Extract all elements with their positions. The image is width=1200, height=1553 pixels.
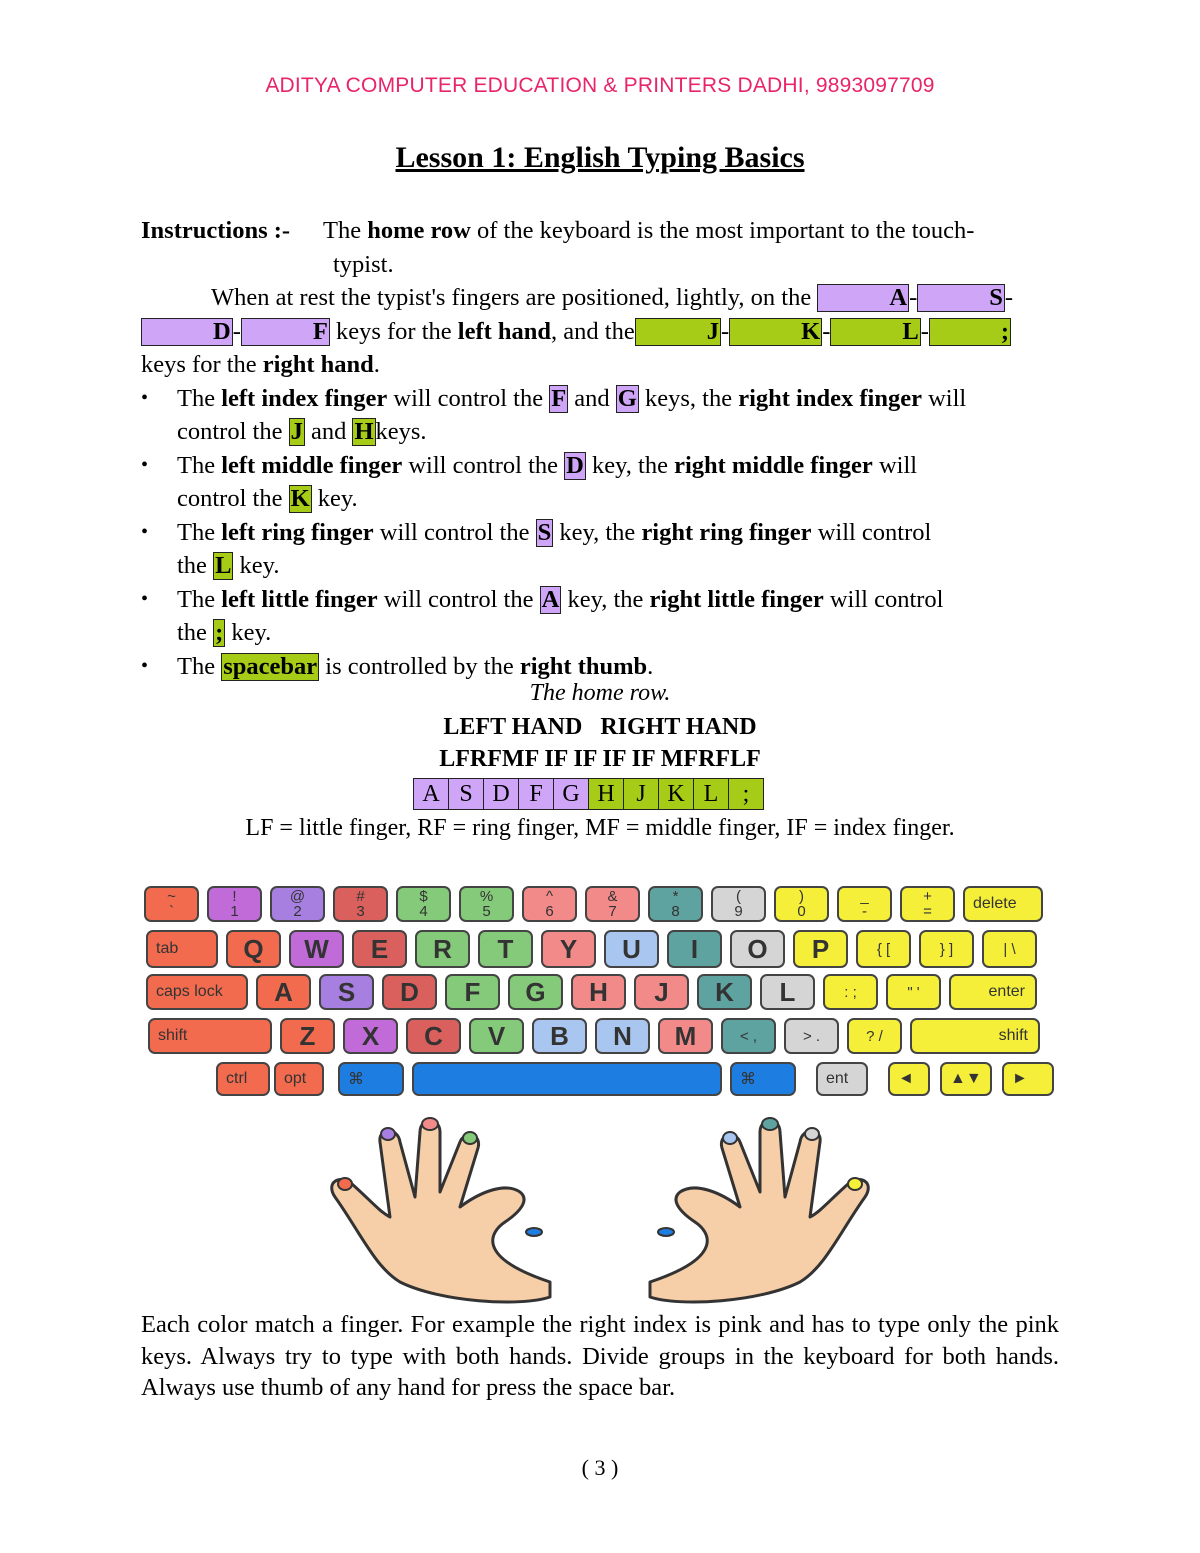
keyboard-key: V: [469, 1018, 524, 1054]
keyboard-key: % 5: [459, 886, 514, 922]
home-row-key: G: [554, 779, 589, 810]
keyboard-key: opt: [274, 1062, 324, 1096]
dash: -: [920, 317, 929, 345]
key-l: L: [830, 318, 920, 346]
keyboard-key: | \: [982, 930, 1037, 968]
keyboard-key: Z: [280, 1018, 335, 1054]
keyboard-key: K: [697, 974, 752, 1010]
keyboard-key: ent: [816, 1062, 868, 1096]
home-row-key: A: [414, 779, 449, 810]
keyboard-key: _ -: [837, 886, 892, 922]
keyboard-key: M: [658, 1018, 713, 1054]
t: is controlled by the: [325, 652, 514, 680]
t: key.: [239, 552, 280, 579]
home-row-table: [413, 778, 764, 810]
instructions-block: [141, 214, 1061, 683]
bullet-middle: [141, 449, 1061, 516]
keyboard-key: > .: [784, 1018, 839, 1054]
key-s: S: [537, 518, 552, 546]
home-row-key: J: [624, 779, 659, 810]
key-j: J: [635, 318, 721, 346]
instr-rest: of the keyboard is the most important to the touch-: [477, 217, 975, 244]
keyboard-key: I: [667, 930, 722, 968]
keyboard-key: L: [760, 974, 815, 1010]
keyboard-key: C: [406, 1018, 461, 1054]
key-a: A: [817, 284, 909, 312]
t: will control the: [383, 585, 534, 613]
home-row-key: S: [449, 779, 484, 810]
t: key.: [317, 485, 358, 512]
dash: -: [822, 317, 831, 345]
keyboard-key: ◄: [888, 1062, 930, 1096]
key-h: H: [354, 418, 374, 445]
keyboard-key: ⌘: [338, 1062, 404, 1096]
keyboard-key: $ 4: [396, 886, 451, 922]
t: and: [310, 418, 347, 445]
keyboard-key: J: [634, 974, 689, 1010]
keyboard-key: Q: [226, 930, 281, 968]
keyboard-key: shift: [148, 1018, 272, 1054]
right-little-nail: [848, 1178, 862, 1190]
t: The: [177, 652, 216, 680]
right-hand: [650, 1121, 868, 1302]
keyboard-key: F: [445, 974, 500, 1010]
keyboard-key: ) 0: [774, 886, 829, 922]
keyboard-key: D: [382, 974, 437, 1010]
s: left middle finger: [221, 451, 403, 479]
s: left ring finger: [221, 518, 374, 546]
keyboard-key: W: [289, 930, 344, 968]
t: key, the: [592, 451, 668, 479]
rest-text-e: .: [373, 351, 380, 378]
keyboard-key: P: [793, 930, 848, 968]
right-middle-nail: [762, 1118, 778, 1130]
hands-illustration: [320, 1112, 880, 1307]
home-row-key: H: [589, 779, 624, 810]
key-s: S: [917, 284, 1005, 312]
rest-text-c: , and the: [551, 317, 635, 345]
s: left index finger: [221, 384, 388, 412]
key-semicolon: ;: [929, 318, 1011, 346]
keyboard-key: Y: [541, 930, 596, 968]
s: left little finger: [221, 585, 378, 613]
instructions-label: Instructions :-: [141, 217, 291, 244]
keyboard-key: U: [604, 930, 659, 968]
instr-the: The: [323, 217, 362, 244]
keyboard-key: shift: [910, 1018, 1040, 1054]
keyboard-key: ( 9: [711, 886, 766, 922]
key-d: D: [566, 451, 584, 479]
keyboard-key: + =: [900, 886, 955, 922]
key-f: F: [241, 318, 330, 346]
dash: -: [909, 284, 918, 311]
t: The: [177, 518, 216, 546]
rest-text-keys: keys: [335, 317, 381, 345]
t: keys.: [375, 418, 427, 445]
t: and: [574, 384, 610, 412]
key-f: F: [551, 384, 567, 412]
keyboard-key: N: [595, 1018, 650, 1054]
home-row-key: K: [659, 779, 694, 810]
bullet-index: [141, 382, 1061, 449]
t: the: [177, 552, 207, 579]
home-row-key: L: [694, 779, 729, 810]
left-index-nail: [463, 1132, 477, 1144]
t: key, the: [567, 585, 644, 613]
key-a: A: [541, 585, 560, 613]
keyboard-key: H: [571, 974, 626, 1010]
left-ring-nail: [381, 1128, 395, 1140]
s: right index finger: [738, 384, 922, 412]
keyboard-key: { [: [856, 930, 911, 968]
t: key, the: [559, 518, 636, 546]
t: The: [177, 585, 216, 613]
s: right middle finger: [674, 451, 873, 479]
keyboard-key: ! 1: [207, 886, 262, 922]
s: right ring finger: [641, 518, 812, 546]
keyboard-key: ^ 6: [522, 886, 577, 922]
finger-labels: LFRFMF IF IF IF IF MFRFLF: [439, 746, 761, 772]
keyboard-key: G: [508, 974, 563, 1010]
keyboard-key: ►: [1002, 1062, 1054, 1096]
keyboard-key: tab: [146, 930, 218, 968]
t: control the: [177, 485, 283, 512]
spacebar-key: [412, 1062, 722, 1096]
keyboard-key: delete: [963, 886, 1043, 922]
keyboard-key: < ,: [721, 1018, 776, 1054]
home-row-caption: The home row.: [529, 680, 671, 706]
t: will control the: [408, 451, 559, 479]
keyboard-key: enter: [949, 974, 1037, 1010]
t: will control: [817, 518, 932, 546]
home-row-key: F: [519, 779, 554, 810]
bullet-little: [141, 583, 1061, 650]
keyboard-key: & 7: [585, 886, 640, 922]
home-row-key: D: [484, 779, 519, 810]
keyboard-key: : ;: [823, 974, 878, 1010]
t: will: [878, 451, 918, 479]
right-hand-term: right hand: [262, 351, 374, 378]
t: will control the: [379, 518, 530, 546]
page-title: Lesson 1: English Typing Basics: [395, 141, 805, 174]
key-spacebar: spacebar: [223, 652, 318, 680]
keyboard-key: caps lock: [146, 974, 248, 1010]
t: .: [647, 652, 654, 680]
t: keys, the: [644, 384, 733, 412]
page-header: ADITYA COMPUTER EDUCATION & PRINTERS DADHI, 9893097709: [265, 74, 935, 97]
keyboard-key: } ]: [919, 930, 974, 968]
keyboard-key: ctrl: [216, 1062, 270, 1096]
rest-paragraph: [141, 281, 1061, 382]
keyboard-key: A: [256, 974, 311, 1010]
key-g: G: [617, 384, 637, 412]
left-little-nail: [338, 1178, 352, 1190]
rest-text-a: When at rest the typist's fingers are positioned, lightly, on the: [211, 284, 812, 311]
keyboard-key: B: [532, 1018, 587, 1054]
key-d: D: [141, 318, 233, 346]
left-thumb-nail: [526, 1228, 542, 1236]
bullet-thumb: [141, 650, 1061, 684]
left-hand: [332, 1121, 550, 1302]
s: right thumb: [519, 652, 648, 680]
dash: -: [232, 317, 241, 345]
keyboard-key: @ 2: [270, 886, 325, 922]
keyboard-key: E: [352, 930, 407, 968]
key-j: J: [290, 418, 303, 445]
right-thumb-nail: [658, 1228, 674, 1236]
keyboard-key: # 3: [333, 886, 388, 922]
keyboard-key: ⌘: [730, 1062, 796, 1096]
rest-text-d: keys for the: [141, 351, 257, 378]
t: control the: [177, 418, 283, 445]
keyboard-key: * 8: [648, 886, 703, 922]
keyboard-key: ▲▼: [940, 1062, 992, 1096]
t: will control: [829, 585, 944, 613]
keyboard-key: " ': [886, 974, 941, 1010]
home-row-key: ;: [729, 779, 764, 810]
key-k: K: [729, 318, 822, 346]
right-ring-nail: [805, 1128, 819, 1140]
key-l: L: [215, 552, 232, 579]
left-hand-term: left hand: [457, 317, 552, 345]
instr-typist: typist.: [333, 250, 394, 278]
explanation-paragraph: Each color match a finger. For example the right index is pink and has to type only the pink keys. Always try to type with both hands. Divide groups in the keyboard for both hands. Always use thumb of any hand for press the space bar.: [141, 1311, 1059, 1401]
t: will control the: [393, 384, 544, 412]
t: The: [177, 451, 216, 479]
key-semicolon: ;: [215, 619, 224, 646]
finger-bullets: [141, 382, 1061, 684]
keyboard-key: S: [319, 974, 374, 1010]
dash: -: [1004, 284, 1014, 311]
dash: -: [720, 317, 730, 345]
right-index-nail: [723, 1132, 737, 1144]
left-middle-nail: [422, 1118, 438, 1130]
rest-text-b: for the: [387, 317, 452, 345]
keyboard-illustration: [140, 880, 1060, 1110]
bullet-ring: [141, 516, 1061, 583]
hand-labels: LEFT HAND RIGHT HAND: [443, 714, 757, 740]
t: The: [177, 384, 216, 412]
page-number: ( 3 ): [581, 1455, 619, 1480]
key-k: K: [290, 485, 310, 512]
keyboard-key: R: [415, 930, 470, 968]
home-row-term: home row: [367, 217, 471, 244]
t: key.: [231, 619, 272, 646]
t: will: [928, 384, 967, 412]
s: right little finger: [649, 585, 824, 613]
keyboard-key: T: [478, 930, 533, 968]
finger-legend: LF = little finger, RF = ring finger, MF = middle finger, IF = index finger.: [245, 815, 955, 841]
keyboard-key: O: [730, 930, 785, 968]
keyboard-key: ? /: [847, 1018, 902, 1054]
keyboard-key: ~ `: [144, 886, 199, 922]
keyboard-key: X: [343, 1018, 398, 1054]
t: the: [177, 619, 207, 646]
